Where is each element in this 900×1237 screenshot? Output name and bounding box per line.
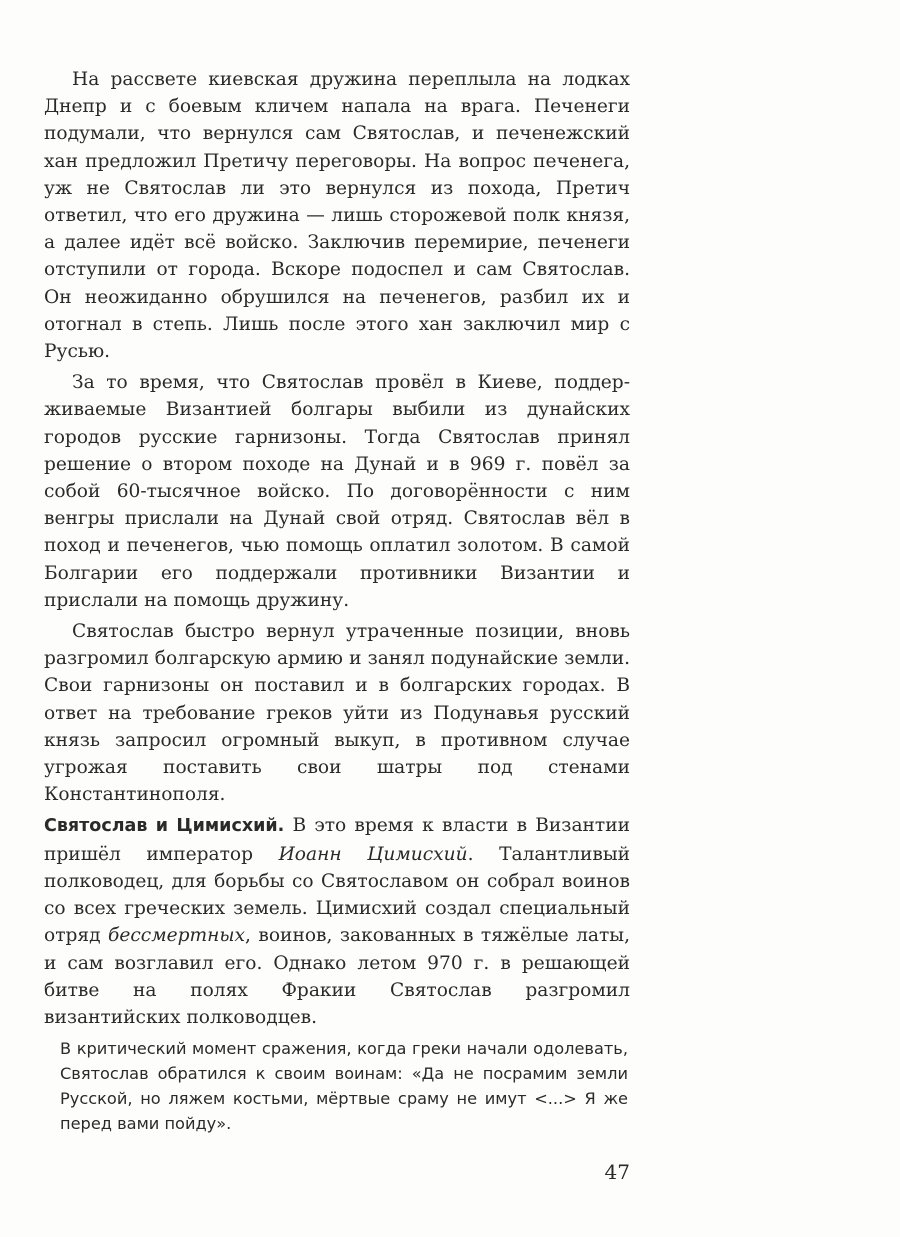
paragraph-text: В это время к власти в Византии пришёл император — [44, 815, 630, 865]
quote-text: В критический момент сражения, когда греки начали одолевать, Святослав обратился к своим воинам: «Да не посрамим земли Русской, но ляжем костьми, мёртвые сраму не имут <...> Я же перед вами пойду». — [60, 1039, 628, 1133]
main-text — [44, 66, 630, 1031]
paragraph-text: , воинов, закованных в тяжёлые латы, и сам возглавил его. Однако летом 970 г. в решающей битве на полях Фракии Святослав разгромил византийских полководцев. — [44, 925, 630, 1028]
term-immortals: бессмертных — [108, 925, 246, 947]
paragraph-second-campaign: За то время, что Святослав провёл в Киеве, поддерживаемые Византией болгары выбили из дунайских городов русские гарнизоны. Тогда Святослав принял решение о втором походе на Дунай и в 969 г. повёл за собой 60-тысячное войско. По договорённости с ним венгры прислали на Дунай свой отряд. Святослав вёл в поход и печенегов, чью помощь оплатил золотом. В самой Болгарии его поддержали противники Византии и прислали на помощь дружину. — [44, 372, 630, 611]
paragraph-text: . Талантливый полководец, для борьбы со Святославом он собрал воинов со всех греческих земель. Цимисхий создал специальный отряд — [44, 843, 631, 947]
quote-block — [60, 1036, 628, 1136]
paragraph-kiev-defense: На рассвете киевская дружина переплыла на лодках Днепр и с боевым кличем напала на врага. Печенеги подумали, что вернулся сам Святослав, и печенежский хан предложил Претичу переговоры. На вопрос печенега, уж не Святослав ли это вернулся из похода, Претич ответил, что его дружина — лишь сторожевой полк князя, а далее идёт всё войско. Заключив перемирие, печенеги отступили от города. Вскоре подоспел и сам Святослав. Он неожиданно обрушился на печенегов, разбил их и отогнал в степь. Лишь после этого хан заключил мир с Русью. — [44, 69, 630, 363]
page-number: 47 — [604, 1160, 630, 1184]
paragraph-tzimiskes — [44, 812, 630, 1031]
paragraph-danube-lands: Святослав быстро вернул утраченные позиции, вновь разгромил болгарскую армию и занял подунайские земли. Свои гарнизоны он поставил и в болгарских городах. В ответ на требование греков уйти из Подунавья русский князь запросил огромный выкуп, в противном случае угрожая поставить свои шатры под стенами Константинополя. — [44, 621, 630, 806]
section-heading: Святослав и Цимисхий. — [44, 816, 285, 837]
term-ioann-tzimiskes: Иоанн Цимисхий — [278, 843, 468, 865]
